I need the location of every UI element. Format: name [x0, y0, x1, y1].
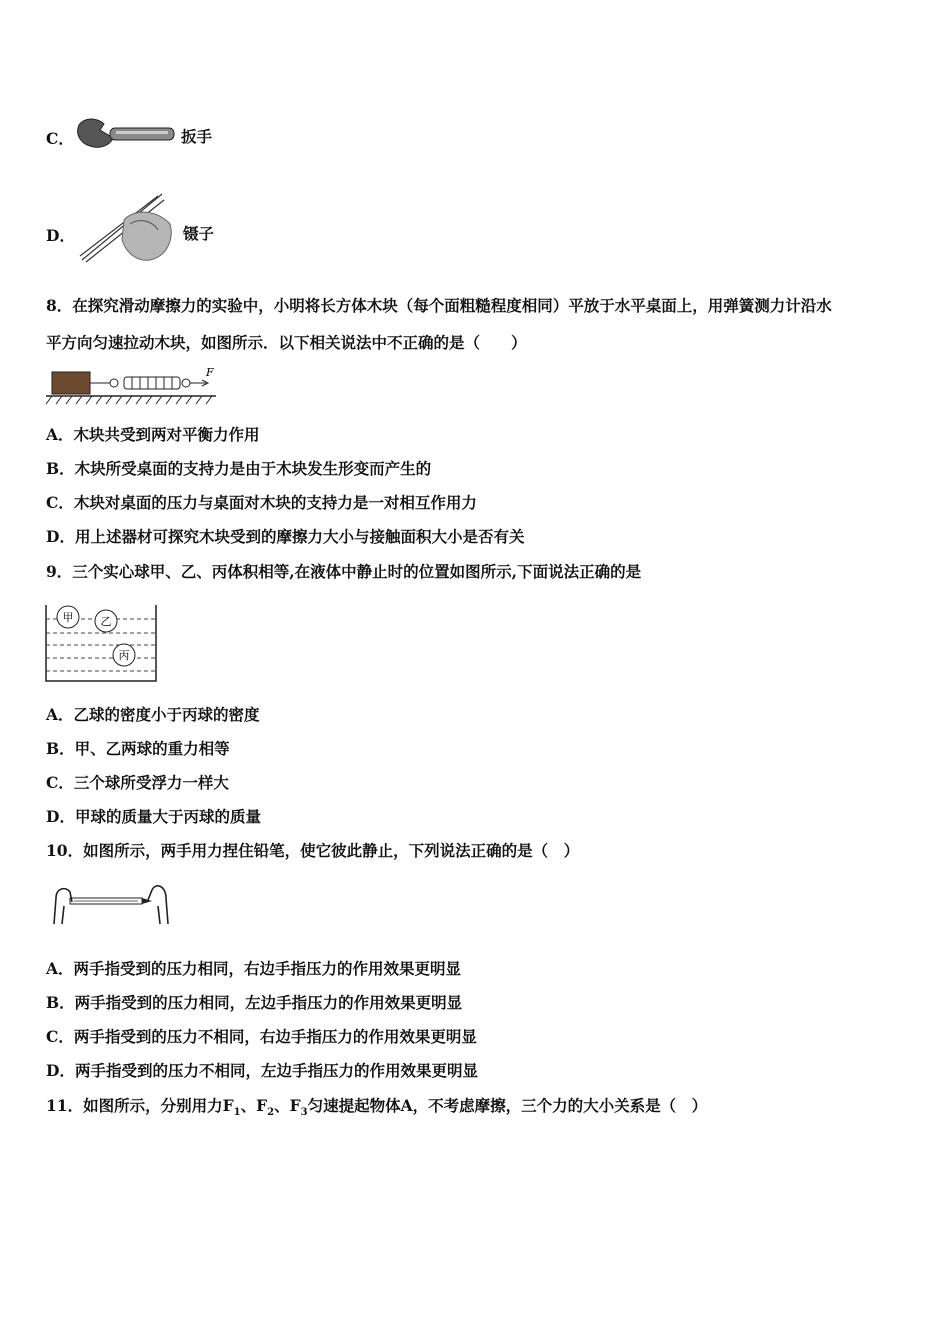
q10-stem: 10．如图所示，两手用力捏住铅笔，使它彼此静止，下列说法正确的是（ ）: [46, 841, 580, 860]
q10-option-d: D．两手指受到的压力不相同，左边手指压力的作用效果更明显: [46, 1061, 478, 1080]
q10-option-a: A．两手指受到的压力相同，右边手指压力的作用效果更明显: [46, 959, 462, 978]
q8-option-b: B．木块所受桌面的支持力是由于木块发生形变而产生的: [46, 459, 432, 478]
wrench-figure: [74, 114, 178, 160]
option-c-label: C．: [46, 129, 74, 148]
q9-option-c: C．三个球所受浮力一样大: [46, 773, 229, 792]
option-d-label: D．: [46, 226, 75, 245]
q11-stem: 11．如图所示，分别用力$F_1$、$F_2$、$F_3$匀速提起物体A，不考虑摩擦，三个力的大小关系是（ ）: [46, 1096, 708, 1119]
ball-bing-label: 丙: [118, 649, 130, 662]
q11-stem-suffix: 匀速提起物体A，不考虑摩擦，三个力的大小关系是（ ）: [307, 1096, 708, 1115]
q11-stem-prefix: 11．如图所示，分别用力: [46, 1096, 223, 1115]
option-d-text: 镊子: [183, 224, 215, 243]
q8-option-a: A．木块共受到两对平衡力作用: [46, 425, 260, 444]
force-f1: $F_1$: [222, 1096, 241, 1119]
q8-stem-line2: 平方向匀速拉动木块，如图所示．以下相关说法中不正确的是（ ）: [46, 333, 527, 352]
tweezers-figure: [78, 190, 178, 266]
q8-option-c: C．木块对桌面的压力与桌面对木块的支持力是一对相互作用力: [46, 493, 477, 512]
ball-yi-label: 乙: [100, 615, 112, 628]
force-f3: $F_3$: [289, 1096, 308, 1119]
q9-option-a: A．乙球的密度小于丙球的密度: [46, 705, 260, 724]
q9-stem: 9．三个实心球甲、乙、丙体积相等,在液体中静止时的位置如图所示,下面说法正确的是: [46, 562, 642, 581]
q8-option-d: D．用上述器材可探究木块受到的摩擦力大小与接触面积大小是否有关: [46, 527, 525, 546]
pencil-fingers-figure: [48, 878, 178, 928]
ball-jia-label: 甲: [62, 611, 74, 624]
friction-figure: [44, 366, 220, 408]
force-f-label: F: [206, 366, 214, 379]
q9-option-b: B．甲、乙两球的重力相等: [46, 739, 230, 758]
q9-option-d: D．甲球的质量大于丙球的质量: [46, 807, 261, 826]
q8-stem-line1: 8．在探究滑动摩擦力的实验中，小明将长方体木块（每个面粗糙程度相同）平放于水平桌面上，用弹簧测力计沿水: [46, 296, 832, 315]
q10-option-c: C．两手指受到的压力不相同，右边手指压力的作用效果更明显: [46, 1027, 477, 1046]
force-f2: $F_2$: [256, 1096, 275, 1119]
q10-option-b: B．两手指受到的压力相同，左边手指压力的作用效果更明显: [46, 993, 463, 1012]
option-c-text: 扳手: [181, 127, 213, 146]
buoyancy-figure: [44, 603, 160, 683]
